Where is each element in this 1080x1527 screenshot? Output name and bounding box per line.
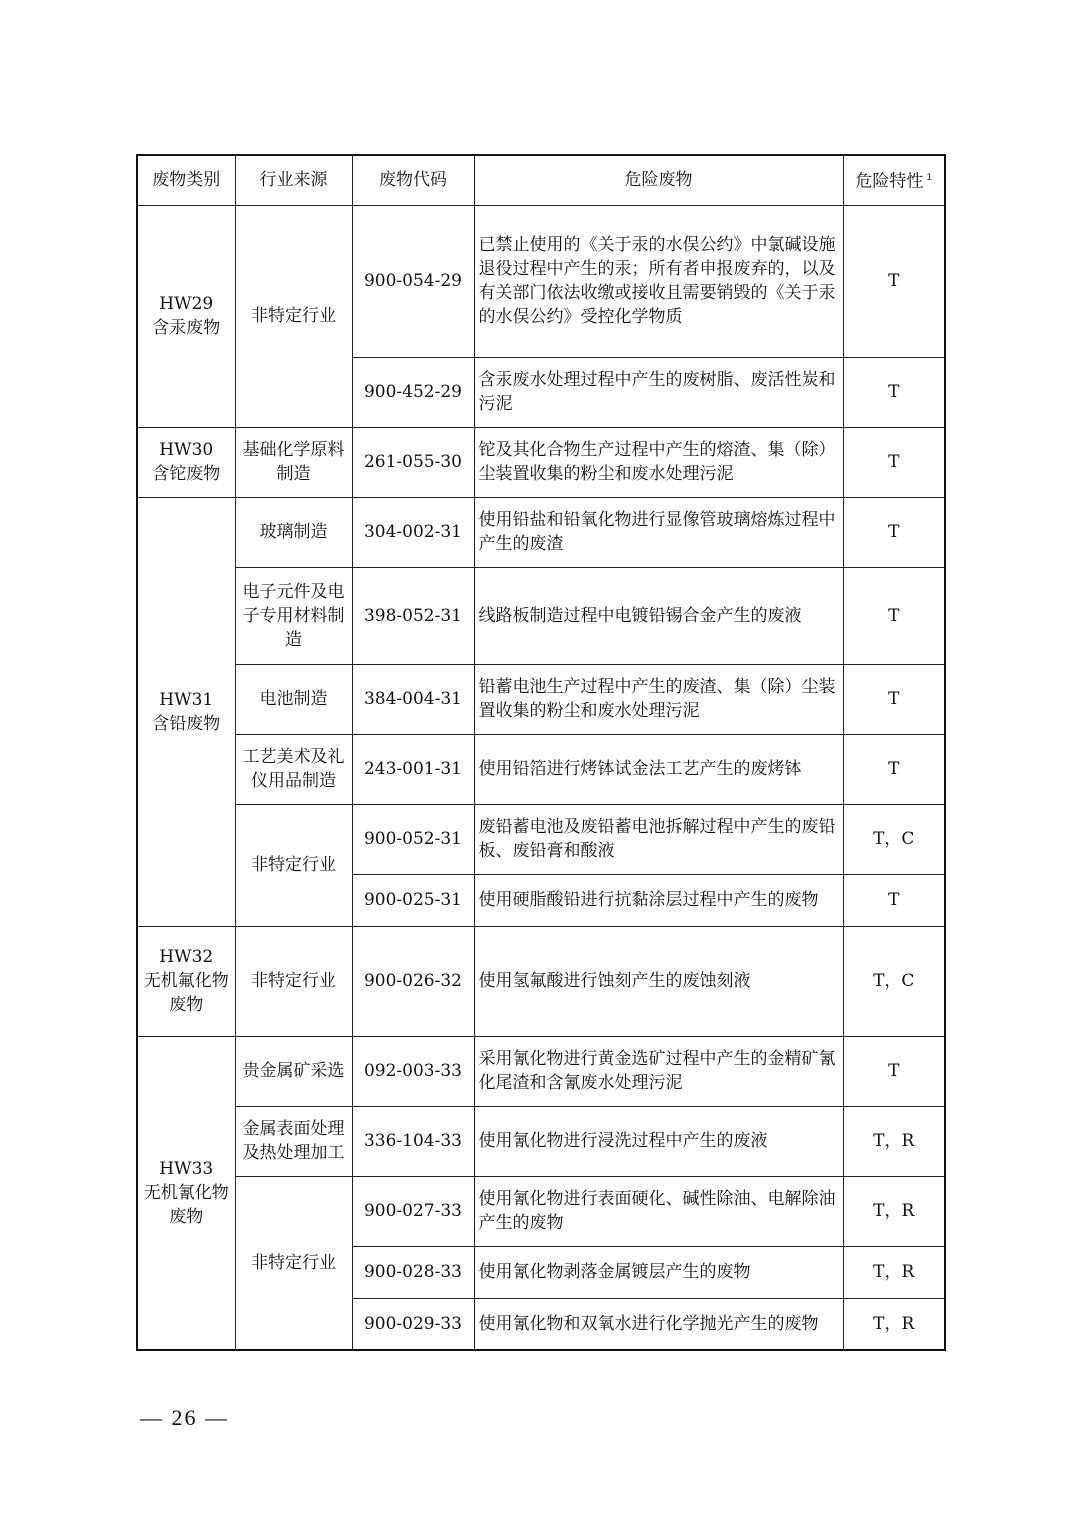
industry-cell: 金属表面处理及热处理加工 bbox=[235, 1106, 352, 1176]
waste-description: 使用氰化物和双氧水进行化学抛光产生的废物 bbox=[474, 1298, 843, 1350]
industry-cell: 贵金属矿采选 bbox=[235, 1036, 352, 1106]
category-name: 无机氰化物废物 bbox=[143, 1182, 229, 1227]
hazard-characteristic: T bbox=[843, 567, 945, 664]
industry-cell: 基础化学原料制造 bbox=[235, 427, 352, 497]
category-name: 含铊废物 bbox=[152, 464, 221, 484]
waste-description: 使用氰化物剥落金属镀层产生的废物 bbox=[474, 1246, 843, 1298]
header-waste: 危险废物 bbox=[474, 155, 843, 205]
waste-code: 900-029-33 bbox=[352, 1298, 474, 1350]
table-row bbox=[137, 1036, 945, 1106]
waste-description: 废铅蓄电池及废铅蓄电池拆解过程中产生的废铅板、废铅膏和酸液 bbox=[474, 804, 843, 874]
waste-code: 900-054-29 bbox=[352, 205, 474, 357]
table-row bbox=[137, 497, 945, 567]
table-row bbox=[137, 205, 945, 357]
hazard-characteristic: T bbox=[843, 427, 945, 497]
waste-description: 含汞废水处理过程中产生的废树脂、废活性炭和污泥 bbox=[474, 357, 843, 427]
waste-description: 使用氰化物进行浸洗过程中产生的废液 bbox=[474, 1106, 843, 1176]
industry-cell: 玻璃制造 bbox=[235, 497, 352, 567]
industry-cell: 非特定行业 bbox=[235, 804, 352, 926]
hazardous-waste-table bbox=[136, 154, 946, 1351]
hazard-characteristic: T bbox=[843, 1036, 945, 1106]
waste-code: 243-001-31 bbox=[352, 734, 474, 804]
category-code: HW30 bbox=[159, 440, 214, 460]
hazard-characteristic: T，R bbox=[843, 1176, 945, 1246]
table-row bbox=[137, 734, 945, 804]
waste-description: 使用氰化物进行表面硬化、碱性除油、电解除油产生的废物 bbox=[474, 1176, 843, 1246]
hazard-characteristic: T，C bbox=[843, 804, 945, 874]
industry-cell: 非特定行业 bbox=[235, 926, 352, 1036]
waste-code: 398-052-31 bbox=[352, 567, 474, 664]
table-row bbox=[137, 1176, 945, 1246]
hazard-characteristic: T bbox=[843, 664, 945, 734]
waste-code: 304-002-31 bbox=[352, 497, 474, 567]
header-category: 废物类别 bbox=[137, 155, 235, 205]
table-row bbox=[137, 567, 945, 664]
hazard-characteristic: T bbox=[843, 357, 945, 427]
hazard-characteristic: T，R bbox=[843, 1298, 945, 1350]
hazard-characteristic: T，C bbox=[843, 926, 945, 1036]
waste-code: 900-027-33 bbox=[352, 1176, 474, 1246]
hazard-characteristic: T bbox=[843, 205, 945, 357]
industry-cell: 工艺美术及礼仪用品制造 bbox=[235, 734, 352, 804]
industry-cell: 非特定行业 bbox=[235, 1176, 352, 1350]
waste-code: 900-028-33 bbox=[352, 1246, 474, 1298]
category-cell-hw33 bbox=[137, 1036, 235, 1350]
category-name: 含汞废物 bbox=[152, 318, 221, 338]
waste-code: 261-055-30 bbox=[352, 427, 474, 497]
waste-description: 使用铅箔进行烤钵试金法工艺产生的废烤钵 bbox=[474, 734, 843, 804]
table-row bbox=[137, 427, 945, 497]
category-cell-hw30 bbox=[137, 427, 235, 497]
category-name: 含铅废物 bbox=[152, 713, 221, 734]
table-header-row bbox=[137, 155, 945, 205]
page-number: — 26 — bbox=[140, 1405, 229, 1430]
hazard-characteristic: T，R bbox=[843, 1106, 945, 1176]
table-row bbox=[137, 926, 945, 1036]
header-hazard-label: 危险特性 bbox=[855, 172, 924, 193]
waste-description: 已禁止使用的《关于汞的水俣公约》中氯碱设施退役过程中产生的汞；所有者申报废弃的，以及有关部门依法收缴或接收且需要销毁的《关于汞的水俣公约》受控化学物质 bbox=[474, 205, 843, 357]
header-hazard bbox=[843, 155, 945, 205]
waste-description: 使用氢氟酸进行蚀刻产生的废蚀刻液 bbox=[474, 926, 843, 1036]
table-row bbox=[137, 664, 945, 734]
waste-code: 900-026-32 bbox=[352, 926, 474, 1036]
category-code: HW33 bbox=[159, 1158, 214, 1179]
waste-description: 铅蓄电池生产过程中产生的废渣、集（除）尘装置收集的粉尘和废水处理污泥 bbox=[474, 664, 843, 734]
industry-cell: 电子元件及电子专用材料制造 bbox=[235, 567, 352, 664]
category-name: 无机氟化物废物 bbox=[143, 971, 229, 1015]
header-code: 废物代码 bbox=[352, 155, 474, 205]
category-code: HW31 bbox=[159, 689, 214, 710]
hazard-characteristic: T bbox=[843, 874, 945, 926]
waste-description: 使用硬脂酸铅进行抗黏涂层过程中产生的废物 bbox=[474, 874, 843, 926]
waste-description: 使用铅盐和铅氧化物进行显像管玻璃熔炼过程中产生的废渣 bbox=[474, 497, 843, 567]
industry-cell: 电池制造 bbox=[235, 664, 352, 734]
hazard-characteristic: T，R bbox=[843, 1246, 945, 1298]
category-cell-hw29 bbox=[137, 205, 235, 427]
waste-description: 采用氰化物进行黄金选矿过程中产生的金精矿氰化尾渣和含氰废水处理污泥 bbox=[474, 1036, 843, 1106]
table-row bbox=[137, 1106, 945, 1176]
waste-code: 900-025-31 bbox=[352, 874, 474, 926]
waste-code: 384-004-31 bbox=[352, 664, 474, 734]
hazard-characteristic: T bbox=[843, 497, 945, 567]
waste-description: 铊及其化合物生产过程中产生的熔渣、集（除）尘装置收集的粉尘和废水处理污泥 bbox=[474, 427, 843, 497]
waste-code: 900-052-31 bbox=[352, 804, 474, 874]
waste-code: 900-452-29 bbox=[352, 357, 474, 427]
category-cell-hw31 bbox=[137, 497, 235, 926]
waste-code: 092-003-33 bbox=[352, 1036, 474, 1106]
industry-cell: 非特定行业 bbox=[235, 205, 352, 427]
header-industry: 行业来源 bbox=[235, 155, 352, 205]
hazard-characteristic: T bbox=[843, 734, 945, 804]
category-cell-hw32 bbox=[137, 926, 235, 1036]
waste-code: 336-104-33 bbox=[352, 1106, 474, 1176]
category-code: HW32 bbox=[159, 947, 214, 967]
waste-description: 线路板制造过程中电镀铅锡合金产生的废液 bbox=[474, 567, 843, 664]
header-hazard-footnote: 1 bbox=[926, 173, 933, 184]
table-row bbox=[137, 804, 945, 874]
category-code: HW29 bbox=[159, 294, 214, 314]
